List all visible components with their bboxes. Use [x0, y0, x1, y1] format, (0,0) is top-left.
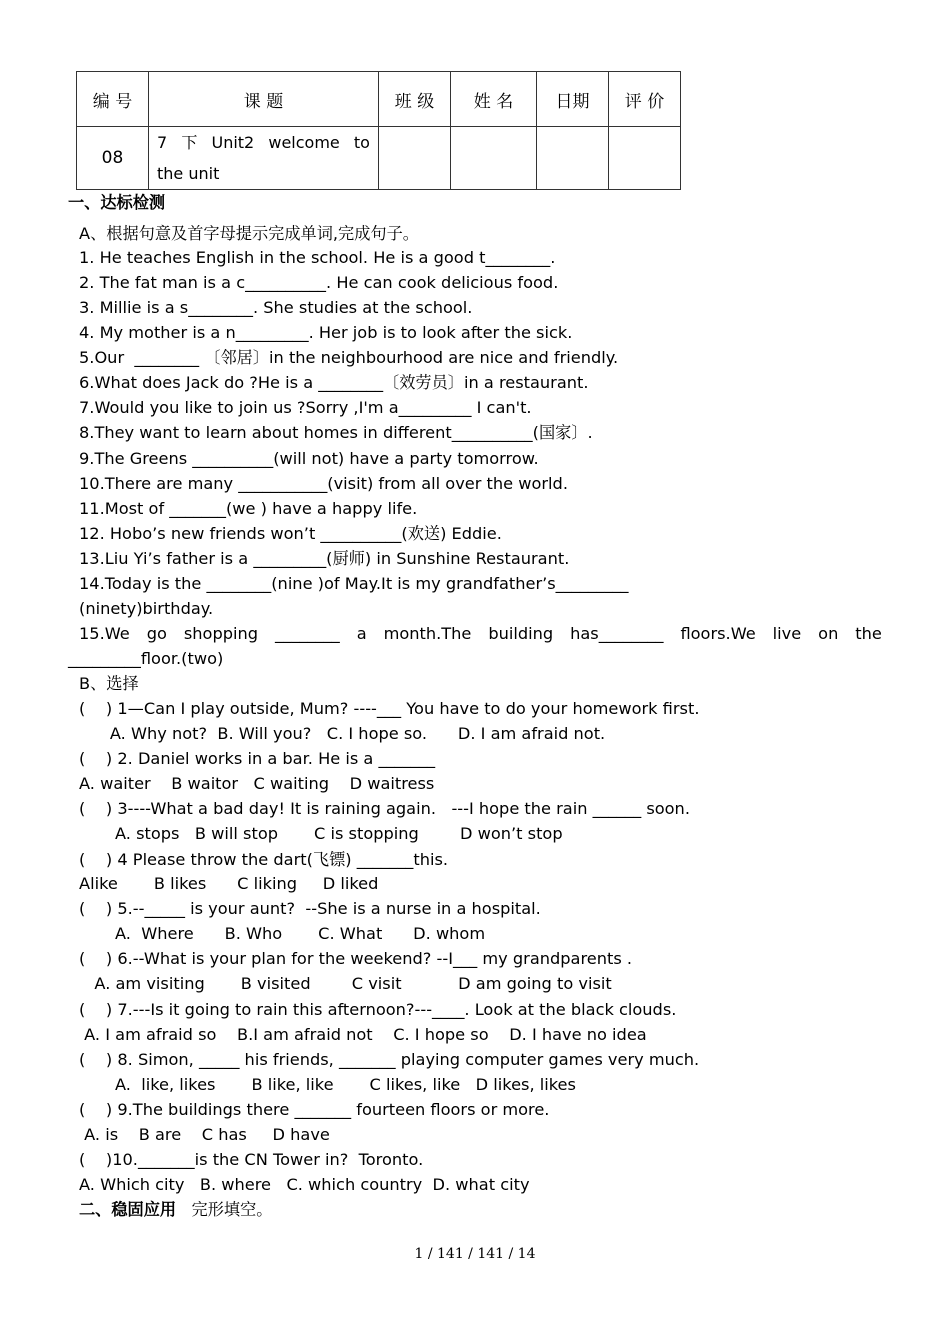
header-cell-class: 班 级 [379, 72, 451, 127]
partB-line: A. Where B. Who C. What D. whom [79, 924, 486, 943]
section1-title: 一、达标检测 [68, 193, 166, 212]
item15-word: live [772, 624, 802, 643]
cell-date [537, 127, 609, 190]
header-cell-date: 日期 [537, 72, 609, 127]
partB-line: ( ) 7.---Is it going to rain this afternoon?---____. Look at the black clouds. [79, 1000, 677, 1019]
partA-item15-line1 [79, 624, 882, 644]
item15-word: has________ [570, 624, 664, 643]
partA-title: A、根据句意及首字母提示完成单词,完成句子。 [79, 224, 419, 243]
item15-word: 15.We [79, 624, 130, 643]
partA-item: 2. The fat man is a c__________. He can cook delicious food. [79, 273, 559, 292]
partA-item: 4. My mother is a n_________. Her job is to look after the sick. [79, 323, 573, 342]
partB-line: A. is B are C has D have [79, 1125, 330, 1144]
partA-item: 12. Hobo’s new friends won’t __________(欢送) Eddie. [79, 524, 502, 543]
partB-line: A. am visiting B visited C visit D am going to visit [79, 974, 612, 993]
partB-line: A. like, likes B like, like C likes, like D likes, likes [79, 1075, 576, 1094]
partB-line: ( ) 5.--_____ is your aunt? --She is a nurse in a hospital. [79, 899, 541, 918]
topic-word: 7 [157, 133, 168, 152]
item15-word: building [488, 624, 554, 643]
partA-item: 9.The Greens __________(will not) have a party tomorrow. [79, 449, 539, 468]
partB-line: A. stops B will stop C is stopping D won’t stop [79, 824, 563, 843]
partB-line: A. I am afraid so B.I am afraid not C. I hope so D. I have no idea [79, 1025, 647, 1044]
topic-word: welcome [268, 133, 340, 152]
section2-heading [79, 1200, 273, 1220]
header-row [77, 72, 681, 127]
partB-line: ( ) 4 Please throw the dart(飞镖) _______this. [79, 850, 449, 869]
cell-name [451, 127, 537, 190]
partB-title: B、选择 [79, 674, 139, 693]
partB-line: A. Why not? B. Will you? C. I hope so. D. I am afraid not. [79, 724, 606, 743]
partA-item: 7.Would you like to join us ?Sorry ,I'm a_________ I can't. [79, 398, 532, 417]
partB-line: ( ) 9.The buildings there _______ fourteen floors or more. [79, 1100, 550, 1119]
topic-word: Unit2 [211, 133, 255, 152]
header-cell-name: 姓 名 [451, 72, 537, 127]
partB-line: ( ) 6.--What is your plan for the weekend? --I___ my grandparents . [79, 949, 633, 968]
item15-word: the [855, 624, 882, 643]
header-table [76, 71, 681, 190]
partA-item: 1. He teaches English in the school. He is a good t________. [79, 248, 556, 267]
header-cell-topic: 课 题 [149, 72, 379, 127]
partB-line: ( ) 8. Simon, _____ his friends, _______ playing computer games very much. [79, 1050, 700, 1069]
partB-line: ( ) 1—Can I play outside, Mum? ----___ You have to do your homework first. [79, 699, 700, 718]
item15-word: month.The [383, 624, 472, 643]
topic-word: to [353, 133, 370, 152]
partB-line: A. waiter B waitor C waiting D waitress [79, 774, 435, 793]
partA-item: (ninety)birthday. [79, 599, 214, 618]
topic-line1 [157, 127, 370, 158]
item15-word: go [146, 624, 167, 643]
page-footer: 1 / 141 / 141 / 14 [414, 1246, 536, 1262]
partA-item: 8.They want to learn about homes in different__________(国家〕. [79, 423, 593, 442]
partA-item: 6.What does Jack do ?He is a ________〔效劳员〕in a restaurant. [79, 373, 589, 392]
cell-number: 08 [77, 127, 149, 190]
cell-class [379, 127, 451, 190]
partA-item: 10.There are many ___________(visit) from all over the world. [79, 474, 568, 493]
topic-word: 下 [181, 133, 198, 152]
item15-word: a [356, 624, 367, 643]
section2-subtitle: 完形填空。 [176, 1200, 273, 1219]
item15-word: on [818, 624, 839, 643]
partA-item: 11.Most of _______(we ) have a happy life. [79, 499, 418, 518]
data-row [77, 127, 681, 190]
topic-line2: the unit [157, 164, 220, 183]
partA-item: 3. Millie is a s________. She studies at the school. [79, 298, 473, 317]
partB-line: A. Which city B. where C. which country D. what city [79, 1175, 530, 1194]
partB-line: Alike B likes C liking D liked [79, 874, 379, 893]
partB-line: ( ) 3----What a bad day! It is raining again. ---I hope the rain ______ soon. [79, 799, 690, 818]
item15-word: floors.We [680, 624, 756, 643]
partA-item: 14.Today is the ________(nine )of May.It is my grandfather’s_________ [79, 574, 629, 593]
partA-item15-line2: _________floor.(two) [68, 649, 224, 668]
partB-line: ( )10._______is the CN Tower in? Toronto. [79, 1150, 424, 1169]
header-cell-number: 编 号 [77, 72, 149, 127]
cell-topic [149, 127, 379, 190]
header-cell-rating: 评 价 [609, 72, 681, 127]
item15-word: ________ [275, 624, 340, 643]
partA-item: 13.Liu Yi’s father is a _________(厨师) in Sunshine Restaurant. [79, 549, 570, 568]
cell-rating [609, 127, 681, 190]
section2-title: 二、稳固应用 [79, 1200, 177, 1219]
partA-item: 5.Our ________ 〔邻居〕in the neighbourhood are nice and friendly. [79, 348, 619, 367]
partB-line: ( ) 2. Daniel works in a bar. He is a _______ [79, 749, 436, 768]
item15-word: shopping [183, 624, 259, 643]
